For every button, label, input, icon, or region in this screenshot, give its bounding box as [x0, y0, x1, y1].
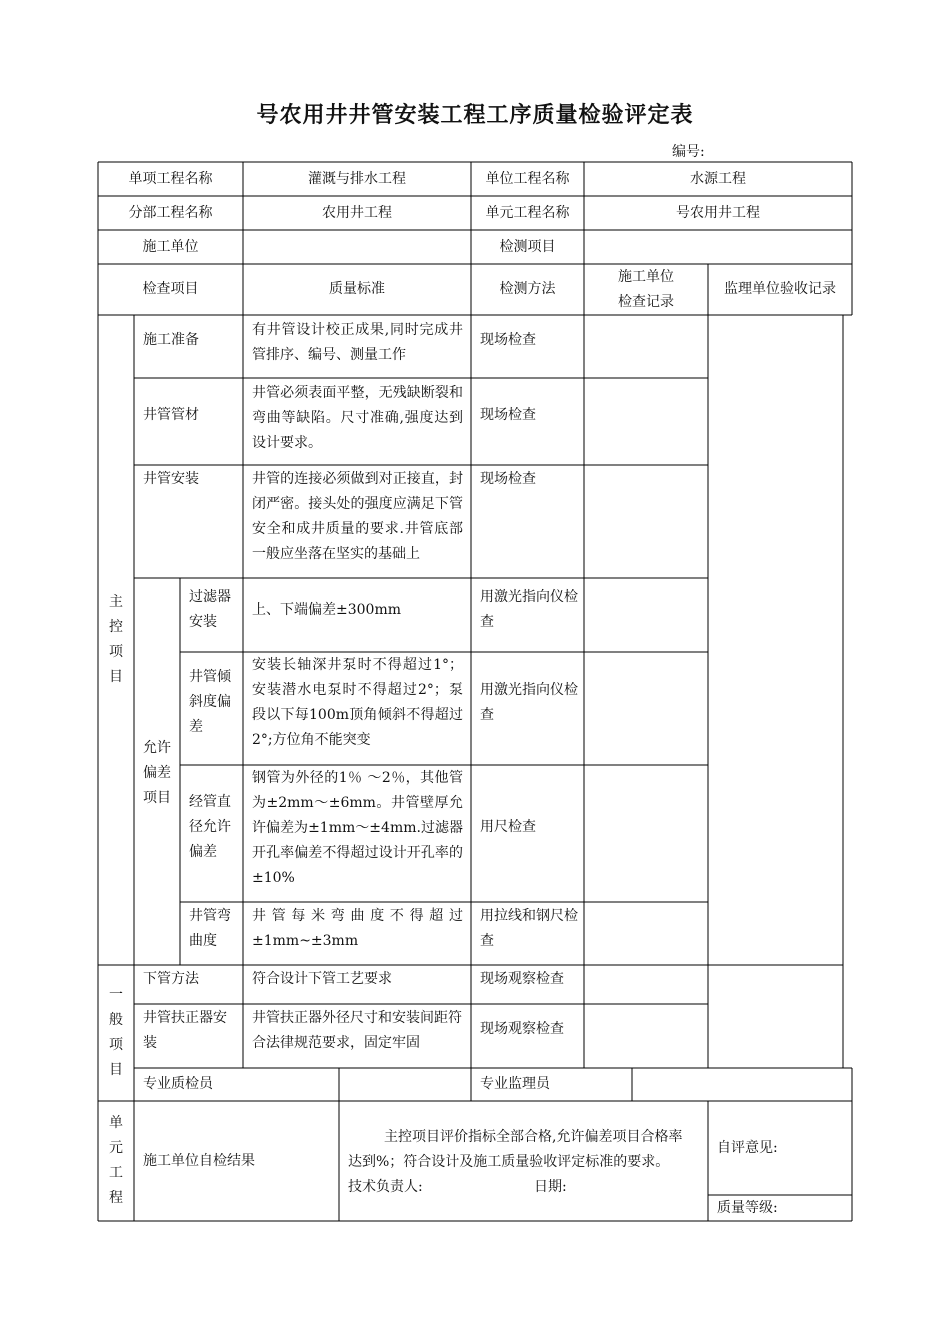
- general-method-1: 现场观察检查: [480, 971, 564, 987]
- project-item-value: 灌溉与排水工程: [308, 170, 406, 187]
- general-standard-2: 井管扶正器外径尺寸和安装间距符合法律规范要求，固定牢固: [252, 1010, 462, 1051]
- document-number-label: 编号:: [672, 144, 705, 160]
- general-standard-1: 符合设计下管工艺要求: [252, 971, 392, 987]
- tolerance-standard-1: 上、下端偏差±300mm: [252, 602, 402, 618]
- unit-project-label: 单位工程名称: [485, 170, 570, 187]
- tolerance-label: 允许偏差项目: [143, 740, 171, 806]
- supervisor-label: 专业监理员: [480, 1076, 550, 1092]
- tolerance-item-3: 经管直径允许偏差: [189, 794, 231, 860]
- date-label: 日期:: [534, 1179, 567, 1195]
- division-value: 农用井工程: [322, 204, 392, 221]
- column-header-contractor-record-line2: 检查记录: [618, 293, 674, 310]
- tolerance-standard-3: 钢管为外径的1％ ～2％，其他管为±2mm～±6mm。井管壁厚允许偏差为±1mm～±4mm.过滤器开孔率偏差不得超过设计开孔率的±10%: [252, 770, 463, 886]
- column-header-supervisor-record: 监理单位验收记录: [724, 281, 836, 297]
- tech-lead-label: 技术负责人:: [348, 1179, 423, 1195]
- tolerance-method-1: 用激光指向仪检查: [480, 589, 578, 630]
- general-label: 一般项目: [109, 987, 123, 1078]
- main-control-method-1: 现场检查: [480, 332, 536, 348]
- main-control-item-3: 井管安装: [143, 471, 199, 487]
- result-text-line1: 主控项目评价指标全部合格,允许偏差项目合格率: [384, 1129, 683, 1145]
- element-label: 单元工程名称: [485, 204, 570, 221]
- self-check-label: 施工单位自检结果: [143, 1152, 255, 1169]
- tolerance-method-3: 用尺检查: [480, 819, 536, 835]
- unit-project-value: 水源工程: [690, 170, 746, 187]
- division-label: 分部工程名称: [128, 204, 213, 221]
- tolerance-item-1: 过滤器安装: [189, 589, 231, 630]
- result-text-line2: 达到%；符合设计及施工质量验收评定标准的要求。: [348, 1154, 670, 1170]
- test-item-label: 检测项目: [499, 238, 556, 255]
- main-control-method-2: 现场检查: [480, 407, 536, 423]
- column-header-check-item: 检查项目: [142, 281, 199, 297]
- test-item-value: [584, 230, 852, 264]
- column-header-test-method: 检测方法: [499, 281, 556, 297]
- column-header-quality-standard: 质量标准: [329, 281, 385, 297]
- self-opinion-label: 自评意见:: [717, 1139, 778, 1156]
- tolerance-method-2: 用激光指向仪检查: [480, 682, 578, 723]
- main-control-standard-1: 有井管设计校正成果,同时完成井管排序、编号、测量工作: [252, 322, 463, 363]
- column-header-contractor-record-line1: 施工单位: [618, 268, 674, 285]
- element-value: 号农用井工程: [676, 204, 760, 221]
- main-control-method-3: 现场检查: [480, 471, 536, 487]
- tolerance-standard-2: 安装长轴深井泵时不得超过1°；安装潜水电泵时不得超过2°；泵段以下每100m顶角倾斜不得超过2°;方位角不能突变: [252, 657, 463, 748]
- column-header-contractor-record: [584, 264, 708, 315]
- quality-grade-label: 质量等级:: [717, 1199, 778, 1216]
- main-control-item-1: 施工准备: [143, 332, 199, 348]
- main-control-standard-2: 井管必须表面平整，无残缺断裂和弯曲等缺陷。尺寸准确,强度达到设计要求。: [252, 385, 463, 451]
- general-method-2: 现场观察检查: [480, 1021, 564, 1037]
- inspector-label: 专业质检员: [143, 1076, 213, 1092]
- tolerance-standard-4: 井管每米弯曲度不得超过±1mm~±3mm: [252, 908, 463, 949]
- general-item-2: 井管扶正器安装: [143, 1010, 227, 1051]
- unit-project-section-label: 单元工程: [109, 1115, 123, 1206]
- self-check-result: [339, 1101, 708, 1221]
- project-item-label: 单项工程名称: [128, 170, 213, 187]
- tolerance-item-4: 井管弯曲度: [189, 908, 231, 949]
- supervisor-value: [632, 1068, 852, 1101]
- general-item-1: 下管方法: [143, 971, 199, 987]
- inspector-value: [339, 1068, 471, 1101]
- main-control-label: 主控项目: [109, 594, 123, 685]
- page-title: 号农用井井管安装工程工序质量检验评定表: [256, 103, 694, 128]
- tolerance-method-4: 用拉线和钢尺检查: [480, 908, 578, 949]
- contractor-value: [243, 230, 471, 264]
- contractor-label: 施工单位: [142, 238, 199, 255]
- tolerance-item-2: 井管倾斜度偏差: [189, 669, 231, 735]
- main-control-item-2: 井管管材: [143, 407, 199, 423]
- main-control-standard-3: 井管的连接必须做到对正接直，封闭严密。接头处的强度应满足下管安全和成井质量的要求.井管底部一般应坐落在坚实的基础上: [252, 471, 463, 562]
